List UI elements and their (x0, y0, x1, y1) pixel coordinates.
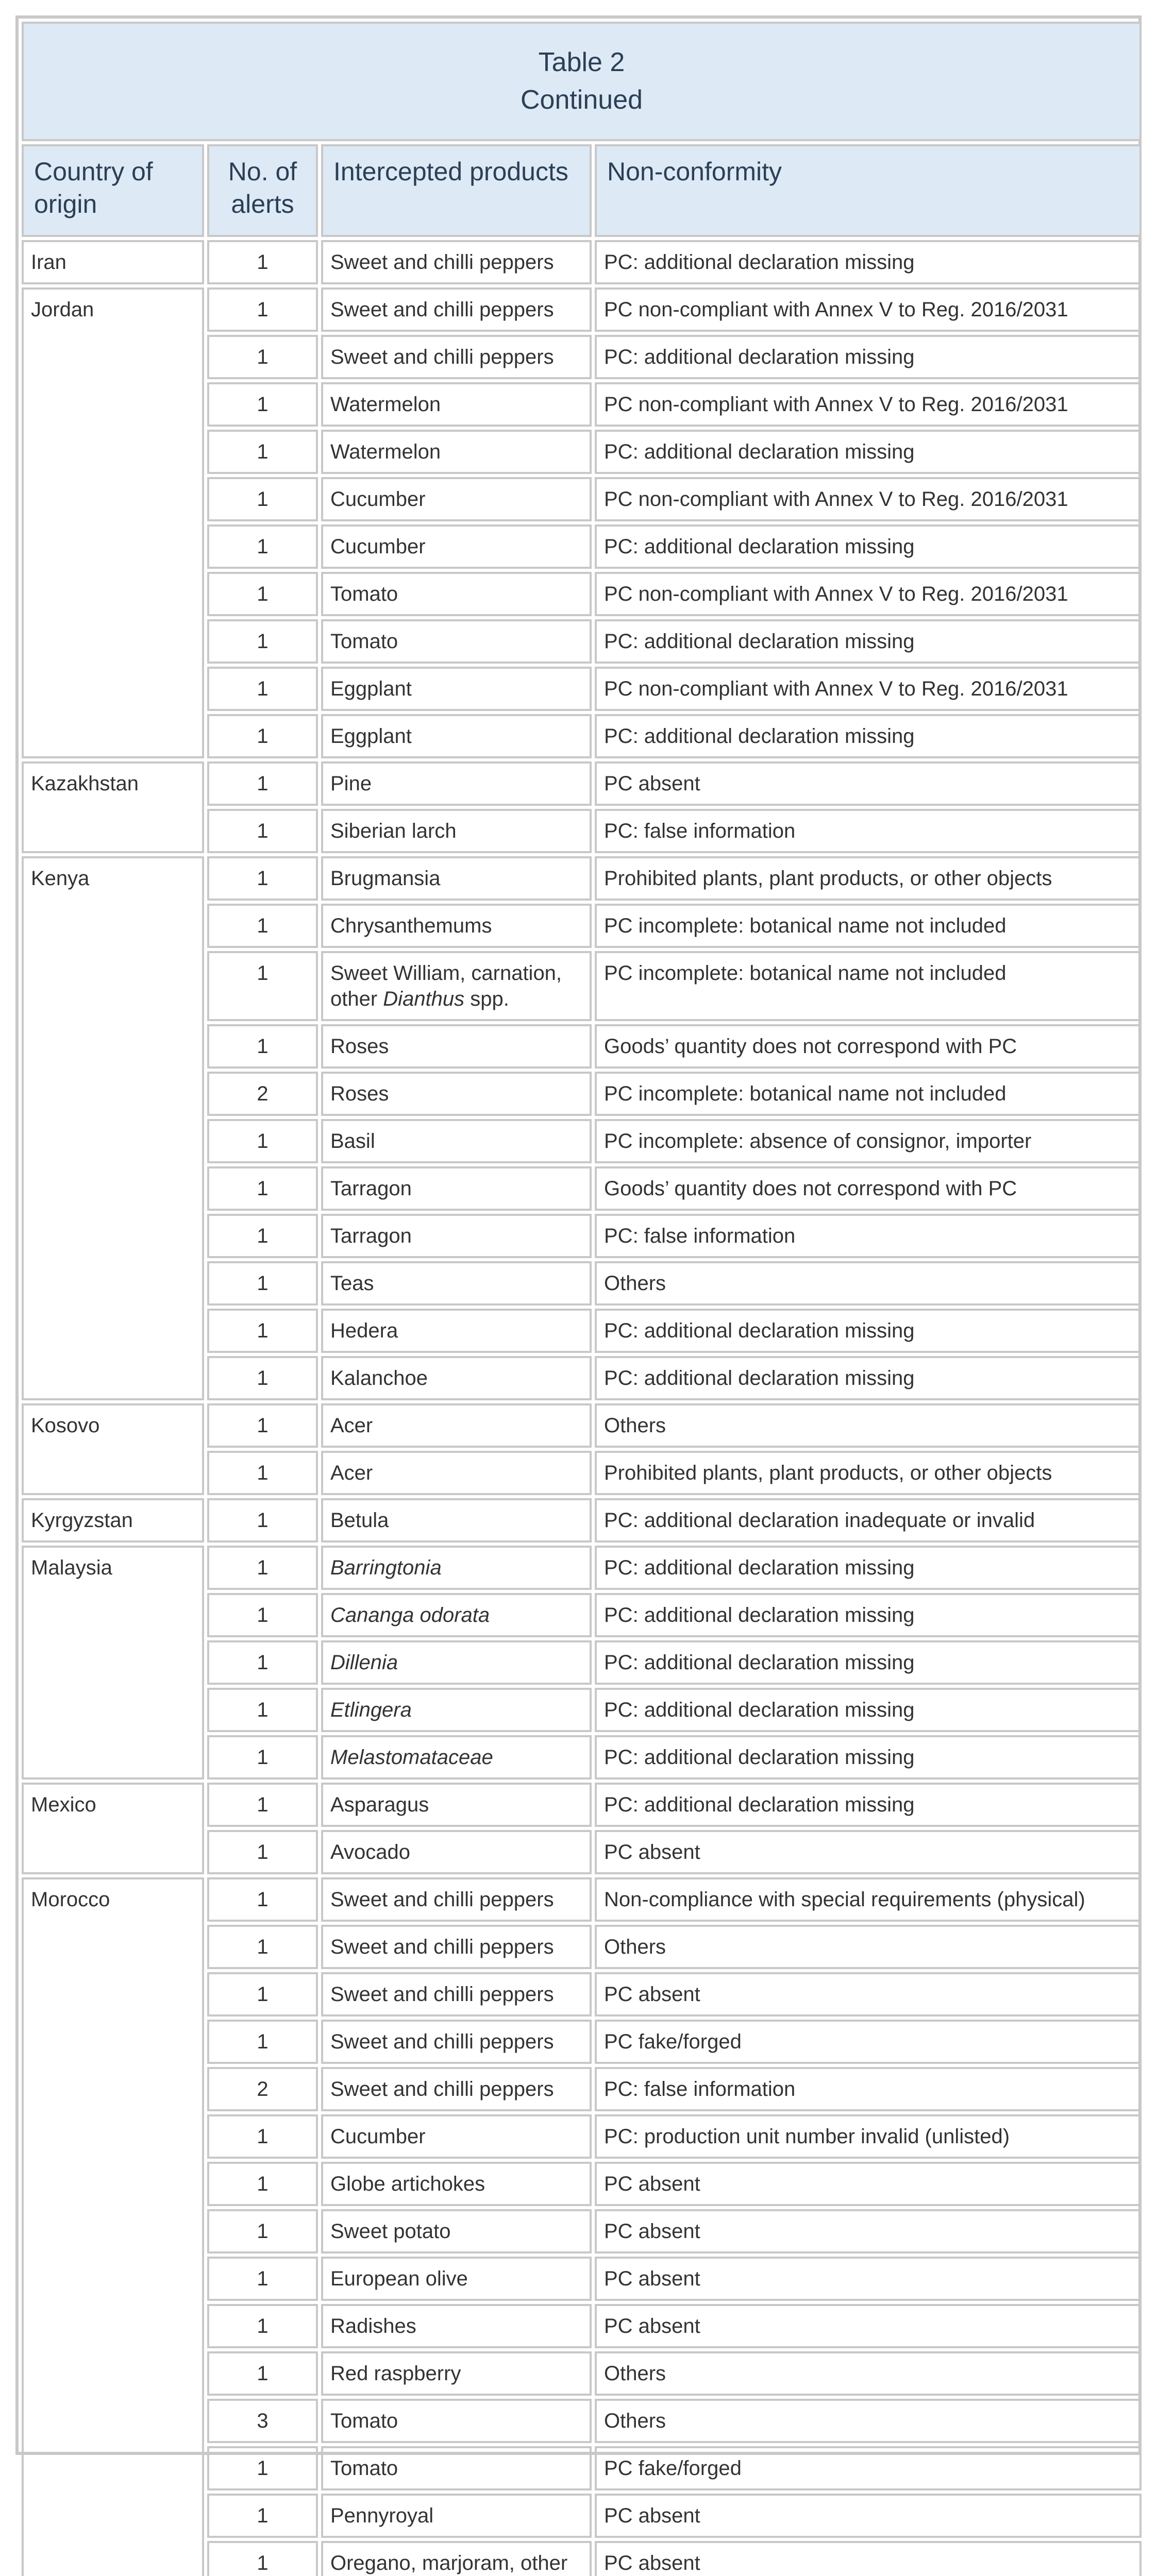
product-cell: Tomato (321, 572, 592, 616)
product-cell (321, 1688, 592, 1732)
table-header-row (22, 144, 1142, 237)
product-cell (321, 951, 592, 1021)
table-title-line2: Continued (520, 85, 643, 115)
alerts-cell: 1 (207, 2162, 318, 2206)
alerts-cell: 1 (207, 1024, 318, 1069)
table-row (22, 1546, 1142, 1590)
alerts-cell: 1 (207, 667, 318, 711)
alerts-cell: 1 (207, 2541, 318, 2576)
product-cell: Brugmansia (321, 856, 592, 901)
nonconformity-cell: Others (595, 1403, 1142, 1448)
product-suffix: spp. (464, 988, 509, 1010)
nonconformity-cell: PC absent (595, 2541, 1142, 2576)
product-cell (321, 2541, 592, 2576)
product-cell: Sweet and chilli peppers (321, 1925, 592, 1969)
nonconformity-cell: PC: additional declaration missing (595, 1735, 1142, 1780)
product-latin-name: Dianthus (383, 988, 465, 1010)
alerts-cell: 1 (207, 2020, 318, 2064)
product-latin-name: Dillenia (330, 1651, 398, 1674)
product-cell: Eggplant (321, 714, 592, 758)
product-cell: Pennyroyal (321, 2494, 592, 2538)
product-cell: Watermelon (321, 382, 592, 427)
alerts-cell: 1 (207, 1830, 318, 1874)
product-latin-name: Etlingera (330, 1699, 412, 1721)
product-cell: Sweet potato (321, 2209, 592, 2253)
nonconformity-cell: PC: additional declaration missing (595, 1688, 1142, 1732)
nonconformity-cell: PC incomplete: botanical name not included (595, 1072, 1142, 1116)
nonconformity-cell: PC: additional declaration missing (595, 1783, 1142, 1827)
nonconformity-cell: PC: false information (595, 809, 1142, 853)
product-cell: Tarragon (321, 1214, 592, 1258)
product-cell: Asparagus (321, 1783, 592, 1827)
product-cell: Red raspberry (321, 2351, 592, 2396)
table-row (22, 1783, 1142, 1827)
product-cell: Pine (321, 761, 592, 806)
alerts-cell: 2 (207, 2067, 318, 2111)
product-text: Sweet William, carnation, other (330, 962, 562, 1010)
nonconformity-cell: PC: additional declaration missing (595, 1356, 1142, 1400)
nonconformity-cell: PC absent (595, 2162, 1142, 2206)
nonconformity-cell: PC: false information (595, 1214, 1142, 1258)
table-row (22, 287, 1142, 332)
country-cell: Kenya (22, 856, 204, 1400)
nonconformity-cell: PC non-compliant with Annex V to Reg. 2016/2031 (595, 572, 1142, 616)
product-cell: Siberian larch (321, 809, 592, 853)
alerts-cell: 1 (207, 1593, 318, 1637)
nonconformity-cell: PC: additional declaration missing (595, 1546, 1142, 1590)
nonconformity-cell: Others (595, 1925, 1142, 1969)
nonconformity-cell: Goods’ quantity does not correspond with PC (595, 1166, 1142, 1211)
table-row (22, 240, 1142, 284)
product-cell: Eggplant (321, 667, 592, 711)
nonconformity-cell: Others (595, 2351, 1142, 2396)
alerts-cell: 1 (207, 2446, 318, 2490)
nonconformity-cell: PC: additional declaration inadequate or invalid (595, 1498, 1142, 1543)
table-body (22, 240, 1142, 2576)
product-cell: Kalanchoe (321, 1356, 592, 1400)
alerts-cell: 1 (207, 1119, 318, 1163)
alerts-table (19, 19, 1145, 2576)
product-cell: Acer (321, 1451, 592, 1495)
product-cell: Globe artichokes (321, 2162, 592, 2206)
alerts-cell: 1 (207, 1356, 318, 1400)
header-nonconformity: Non-conformity (595, 144, 1142, 237)
product-cell: Avocado (321, 1830, 592, 1874)
alerts-cell: 1 (207, 240, 318, 284)
product-cell: Hedera (321, 1309, 592, 1353)
alerts-cell: 1 (207, 1688, 318, 1732)
nonconformity-cell: PC: additional declaration missing (595, 240, 1142, 284)
alerts-cell: 1 (207, 1451, 318, 1495)
alerts-cell: 1 (207, 1783, 318, 1827)
product-cell (321, 1546, 592, 1590)
nonconformity-cell: PC non-compliant with Annex V to Reg. 2016/2031 (595, 382, 1142, 427)
product-cell: European olive (321, 2257, 592, 2301)
product-latin-name: Cananga odorata (330, 1604, 490, 1626)
country-cell: Malaysia (22, 1546, 204, 1780)
alerts-cell: 1 (207, 1735, 318, 1780)
alerts-cell: 1 (207, 1214, 318, 1258)
table-row (22, 1877, 1142, 1922)
product-cell: Cucumber (321, 477, 592, 521)
product-cell: Sweet and chilli peppers (321, 2067, 592, 2111)
product-cell (321, 1640, 592, 1685)
alerts-cell: 1 (207, 2494, 318, 2538)
product-cell (321, 1735, 592, 1780)
nonconformity-cell: Prohibited plants, plant products, or other objects (595, 1451, 1142, 1495)
nonconformity-cell: PC: additional declaration missing (595, 1309, 1142, 1353)
alerts-cell: 1 (207, 572, 318, 616)
alerts-cell: 3 (207, 2399, 318, 2443)
product-cell: Sweet and chilli peppers (321, 1877, 592, 1922)
nonconformity-cell: PC incomplete: botanical name not included (595, 951, 1142, 1021)
alerts-cell: 1 (207, 524, 318, 569)
alerts-cell: 2 (207, 1072, 318, 1116)
nonconformity-cell: PC absent (595, 2257, 1142, 2301)
product-cell: Tomato (321, 2446, 592, 2490)
product-cell: Acer (321, 1403, 592, 1448)
table-frame (15, 15, 1142, 2574)
country-cell: Kosovo (22, 1403, 204, 1495)
nonconformity-cell: PC: additional declaration missing (595, 714, 1142, 758)
nonconformity-cell: Others (595, 1261, 1142, 1306)
table-row (22, 761, 1142, 806)
header-country: Country of origin (22, 144, 204, 237)
product-cell: Chrysanthemums (321, 904, 592, 948)
nonconformity-cell: PC non-compliant with Annex V to Reg. 2016/2031 (595, 667, 1142, 711)
nonconformity-cell: PC absent (595, 2304, 1142, 2348)
alerts-cell: 1 (207, 1261, 318, 1306)
alerts-cell: 1 (207, 1166, 318, 1211)
product-cell: Basil (321, 1119, 592, 1163)
alerts-cell: 1 (207, 335, 318, 379)
product-cell: Sweet and chilli peppers (321, 240, 592, 284)
product-cell: Teas (321, 1261, 592, 1306)
product-cell: Watermelon (321, 430, 592, 474)
table-row (22, 1403, 1142, 1448)
country-cell: Morocco (22, 1877, 204, 2576)
nonconformity-cell: PC absent (595, 1830, 1142, 1874)
nonconformity-cell: PC incomplete: botanical name not included (595, 904, 1142, 948)
alerts-cell: 1 (207, 382, 318, 427)
alerts-cell: 1 (207, 1498, 318, 1543)
nonconformity-cell: PC: additional declaration missing (595, 1640, 1142, 1685)
table-row (22, 856, 1142, 901)
product-cell: Roses (321, 1024, 592, 1069)
product-cell: Roses (321, 1072, 592, 1116)
country-cell: Mexico (22, 1783, 204, 1874)
country-cell: Iran (22, 240, 204, 284)
product-latin-name: Melastomataceae (330, 1746, 493, 1769)
alerts-cell: 1 (207, 619, 318, 664)
nonconformity-cell: PC: additional declaration missing (595, 619, 1142, 664)
product-cell: Cucumber (321, 2114, 592, 2159)
nonconformity-cell: PC fake/forged (595, 2020, 1142, 2064)
country-cell: Jordan (22, 287, 204, 758)
alerts-cell: 1 (207, 477, 318, 521)
alerts-cell: 1 (207, 1309, 318, 1353)
alerts-cell: 1 (207, 1640, 318, 1685)
nonconformity-cell: PC absent (595, 761, 1142, 806)
alerts-cell: 1 (207, 2257, 318, 2301)
alerts-cell: 1 (207, 1972, 318, 2016)
nonconformity-cell: PC fake/forged (595, 2446, 1142, 2490)
alerts-cell: 1 (207, 856, 318, 901)
product-cell: Radishes (321, 2304, 592, 2348)
alerts-cell: 1 (207, 1403, 318, 1448)
nonconformity-cell: PC: false information (595, 2067, 1142, 2111)
nonconformity-cell: PC incomplete: absence of consignor, importer (595, 1119, 1142, 1163)
nonconformity-cell: PC non-compliant with Annex V to Reg. 2016/2031 (595, 477, 1142, 521)
product-text: Oregano, marjoram, other (330, 2552, 568, 2574)
alerts-cell: 1 (207, 2304, 318, 2348)
alerts-cell: 1 (207, 287, 318, 332)
product-cell: Sweet and chilli peppers (321, 1972, 592, 2016)
nonconformity-cell: PC absent (595, 2494, 1142, 2538)
country-cell: Kyrgyzstan (22, 1498, 204, 1543)
alerts-cell: 1 (207, 2114, 318, 2159)
alerts-cell: 1 (207, 2209, 318, 2253)
nonconformity-cell: PC: additional declaration missing (595, 524, 1142, 569)
product-cell: Sweet and chilli peppers (321, 287, 592, 332)
table-title (22, 22, 1142, 141)
nonconformity-cell: PC: production unit number invalid (unlisted) (595, 2114, 1142, 2159)
product-cell: Tarragon (321, 1166, 592, 1211)
product-cell: Sweet and chilli peppers (321, 335, 592, 379)
alerts-cell: 1 (207, 1925, 318, 1969)
product-cell: Tomato (321, 2399, 592, 2443)
nonconformity-cell: PC: additional declaration missing (595, 1593, 1142, 1637)
alerts-cell: 1 (207, 904, 318, 948)
table-title-line1: Table 2 (538, 47, 625, 78)
nonconformity-cell: PC: additional declaration missing (595, 335, 1142, 379)
nonconformity-cell: Others (595, 2399, 1142, 2443)
header-alerts: No. of alerts (207, 144, 318, 237)
product-cell: Sweet and chilli peppers (321, 2020, 592, 2064)
nonconformity-cell: PC absent (595, 1972, 1142, 2016)
alerts-cell: 1 (207, 809, 318, 853)
product-latin-name: Barringtonia (330, 1556, 442, 1579)
nonconformity-cell: PC absent (595, 2209, 1142, 2253)
alerts-cell: 1 (207, 951, 318, 1021)
product-cell: Betula (321, 1498, 592, 1543)
alerts-cell: 1 (207, 714, 318, 758)
product-cell: Cucumber (321, 524, 592, 569)
alerts-cell: 1 (207, 761, 318, 806)
nonconformity-cell: Non-compliance with special requirements (physical) (595, 1877, 1142, 1922)
country-cell: Kazakhstan (22, 761, 204, 853)
product-cell (321, 1593, 592, 1637)
nonconformity-cell: Goods’ quantity does not correspond with PC (595, 1024, 1142, 1069)
alerts-cell: 1 (207, 430, 318, 474)
alerts-cell: 1 (207, 1877, 318, 1922)
alerts-cell: 1 (207, 2351, 318, 2396)
nonconformity-cell: Prohibited plants, plant products, or other objects (595, 856, 1142, 901)
nonconformity-cell: PC non-compliant with Annex V to Reg. 2016/2031 (595, 287, 1142, 332)
nonconformity-cell: PC: additional declaration missing (595, 430, 1142, 474)
header-products: Intercepted products (321, 144, 592, 237)
product-cell: Tomato (321, 619, 592, 664)
alerts-cell: 1 (207, 1546, 318, 1590)
table-row (22, 1498, 1142, 1543)
